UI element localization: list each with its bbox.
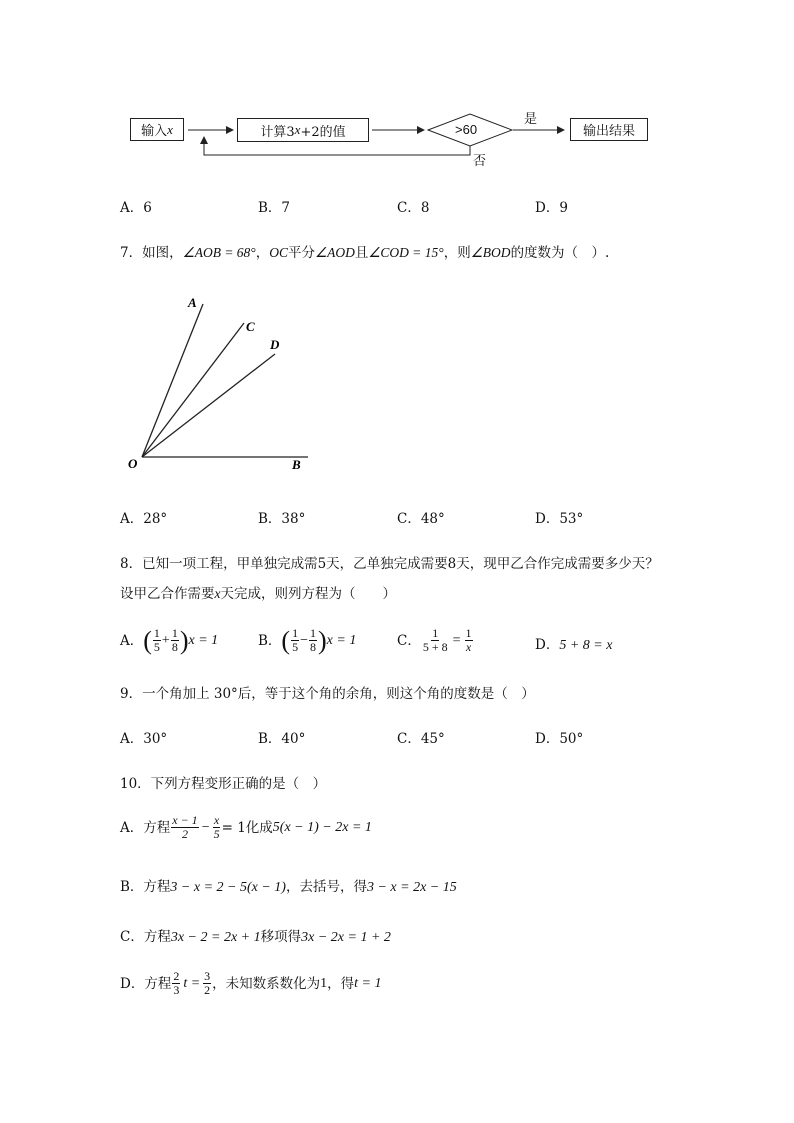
q7-oc: OC — [269, 245, 288, 260]
q8-option-b[interactable]: B． ( $\frac{1}{5}$ − $\frac{1}{8}$ ) x = 1 — [258, 625, 357, 655]
q7-option-a[interactable]: A．28° — [120, 511, 168, 527]
q8-option-a[interactable]: A． ( $\frac{1}{5}$ + $\frac{1}{8}$ ) x = 1 — [120, 625, 219, 655]
q8-option-c[interactable] — [397, 627, 474, 654]
q7-number: 7． — [120, 245, 143, 261]
q10-d-t1: t = — [183, 975, 201, 991]
q8-d-expr: 5 + 8 = x — [559, 638, 613, 653]
q8-b-label: B． — [258, 632, 282, 649]
q10-a-tail: 5(x − 1) − 2x = 1 — [272, 819, 372, 835]
q8-stem-line1: 8．已知一项工程，甲单独完成需5天，乙单独完成需要8天，现甲乙合作完成需要多少天？ — [120, 556, 659, 572]
q8-a-label: A． — [120, 632, 144, 649]
q10-option-d[interactable] — [120, 970, 382, 997]
q9-option-d[interactable]: D．50° — [535, 731, 584, 747]
q10-b-mid: ，去括号，得 — [285, 879, 367, 895]
flowchart-lines — [0, 0, 794, 180]
label-c: C — [246, 319, 255, 334]
q7-option-d[interactable]: D．53° — [535, 511, 584, 527]
q9-option-c[interactable]: C．45° — [397, 731, 445, 747]
yes-label: 是 — [524, 112, 538, 127]
q6-option-b[interactable]: B．7 — [258, 200, 291, 216]
q8-a-frac1: $\frac{1}{5}$ — [153, 626, 160, 654]
q7-angle-diagram — [120, 290, 320, 480]
q10-d-expr: t = 1 — [354, 975, 382, 991]
q9-option-b[interactable]: B．40° — [258, 731, 306, 747]
q10-option-b[interactable] — [120, 878, 457, 897]
q10-c-expr2: 3x − 2x = 1 + 2 — [301, 930, 391, 945]
label-o: O — [128, 456, 138, 471]
q8-a-frac2: $\frac{1}{8}$ — [171, 626, 178, 654]
q10-b-expr2: 3 − x = 2x − 15 — [366, 880, 457, 895]
q7-stem-6: 的度数为（ ）. — [510, 245, 610, 261]
q9-stem: 9．一个角加上 30°后，等于这个角的余角，则这个角的度数是（ ） — [120, 686, 535, 702]
q10-b-expr1: 3 − x = 2 − 5(x − 1) — [170, 880, 286, 895]
q10-d-mid: ，未知数系数化为 — [212, 975, 321, 992]
q7-option-c[interactable]: C．48° — [397, 511, 445, 527]
input-prefix: 输入 — [141, 124, 168, 139]
q7-stem-4: 且 — [354, 245, 369, 261]
q8-b-op: − — [300, 632, 308, 648]
q6-option-d[interactable]: D．9 — [535, 200, 568, 216]
q10-stem: 10．下列方程变形正确的是（ ） — [120, 776, 327, 792]
q8-c-frac-left: $\frac{1}{5 + 8}$ — [422, 626, 448, 654]
q8-a-op: + — [161, 632, 170, 648]
q10-option-c[interactable] — [120, 928, 391, 947]
q7-angle-cod: ∠COD = 15° — [368, 245, 444, 260]
q8-c-eq: = — [452, 632, 461, 648]
q8-d-label: D． — [535, 637, 560, 653]
compute-prefix: 计算3 — [260, 124, 295, 140]
q10-d-one: 1 — [320, 975, 328, 991]
compute-var: x — [294, 122, 301, 137]
q6-option-c[interactable]: C．8 — [397, 200, 430, 216]
q10-option-a[interactable] — [120, 814, 372, 841]
q8-line2-var: x — [214, 586, 221, 601]
output-label: 输出结果 — [582, 124, 635, 139]
q7-stem-2: ， — [255, 245, 270, 261]
q10-a-label: A．方程 — [120, 819, 171, 836]
q10-a-op: − — [201, 819, 210, 835]
q7-stem-5: ，则 — [443, 245, 471, 261]
q8-b-frac2: $\frac{1}{8}$ — [310, 626, 316, 654]
q8-line2-b: 天完成，则列方程为（ ） — [220, 586, 396, 602]
q8-c-label: C． — [397, 632, 421, 649]
q8-b-frac1: $\frac{1}{5}$ — [292, 626, 299, 654]
label-b: B — [292, 457, 301, 472]
q10-d-frac2: $\frac{3}{2}$ — [204, 969, 211, 997]
compute-suffix: +2的值 — [300, 124, 346, 140]
label-a: A — [188, 295, 197, 310]
q8-option-d[interactable] — [535, 636, 612, 655]
input-var: x — [167, 121, 173, 137]
q10-c-label: C．方程 — [120, 929, 171, 945]
q10-d-label: D．方程 — [120, 975, 172, 992]
q10-d-mid2: ，得 — [327, 975, 355, 992]
arrow-loop-back — [204, 137, 470, 155]
q7-stem-1: 如图， — [142, 245, 183, 261]
label-d: D — [270, 337, 280, 352]
q10-b-label: B．方程 — [120, 879, 171, 895]
q7-angle-bod: ∠BOD — [470, 245, 511, 260]
q8-line2-a: 设甲乙合作需要 — [120, 586, 215, 602]
q7-option-b[interactable]: B．38° — [258, 511, 306, 527]
condition-label: >60 — [455, 122, 478, 137]
q7-angle-aob: ∠AOB = 68° — [182, 245, 256, 260]
q10-c-mid: 移项得 — [260, 929, 302, 945]
q10-d-frac1: $\frac{2}{3}$ — [173, 969, 180, 997]
q8-b-tail: x = 1 — [326, 632, 357, 648]
q7-stem-3: 平分 — [287, 245, 315, 261]
q7-stem — [120, 244, 609, 262]
q10-c-expr1: 3x − 2 = 2x + 1 — [170, 930, 261, 945]
q10-a-frac2: $\frac{x}{5}$ — [213, 813, 220, 841]
q10-a-frac1: $\frac{x - 1}{2}$ — [172, 813, 198, 841]
q8-c-frac-right: $\frac{1}{x}$ — [465, 626, 472, 654]
q7-angle-aod: ∠AOD — [314, 245, 355, 260]
q9-option-a[interactable]: A．30° — [120, 731, 168, 747]
q8-a-tail: x = 1 — [188, 632, 219, 648]
q8-stem-line2 — [120, 585, 396, 603]
q10-a-mid: = 1化成 — [221, 819, 273, 836]
no-label: 否 — [473, 154, 487, 169]
q6-option-a[interactable]: A．6 — [120, 200, 152, 216]
